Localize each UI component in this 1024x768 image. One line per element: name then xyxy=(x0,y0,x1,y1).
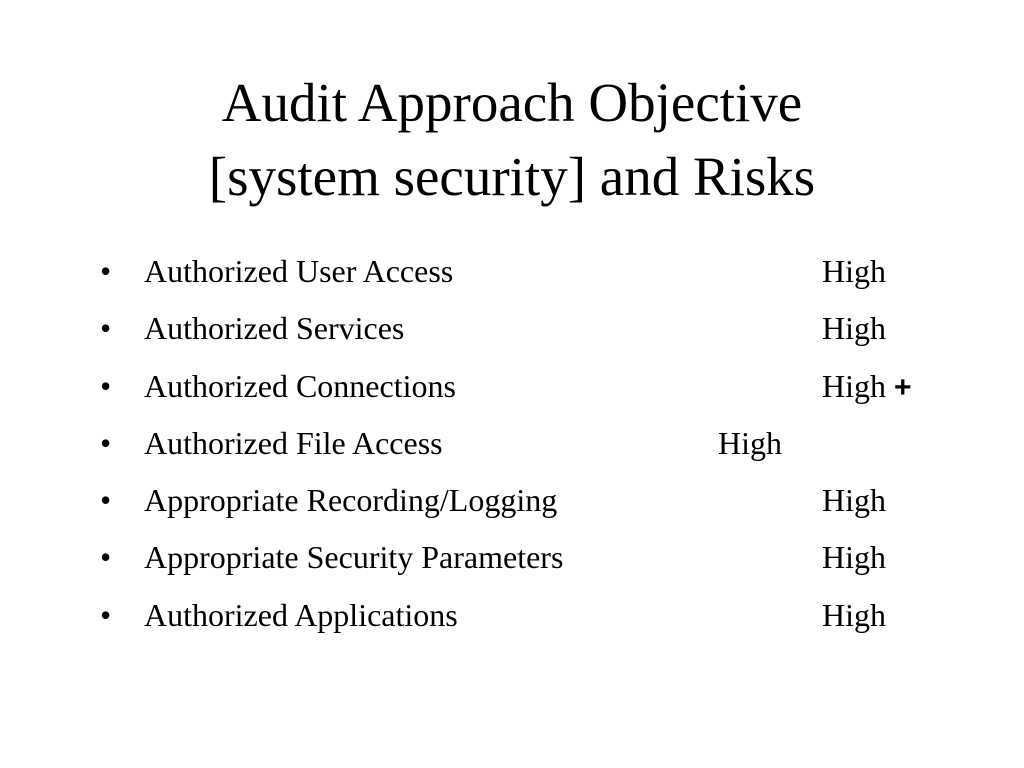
bullet-label: Authorized Connections xyxy=(144,367,456,404)
risk-rating: High xyxy=(822,253,886,289)
title-line-2: [system security] and Risks xyxy=(208,146,816,207)
risk-rating: High xyxy=(718,424,782,461)
bullet-icon: • xyxy=(100,482,112,519)
bullet-icon: • xyxy=(100,424,112,461)
risk-rating: High xyxy=(822,367,886,404)
bullet-label: Authorized User Access xyxy=(144,253,454,289)
bullet-label: Authorized Applications xyxy=(144,596,458,633)
bullet-list xyxy=(100,243,1000,644)
risk-rating: High xyxy=(822,539,886,576)
bullet-icon: • xyxy=(100,310,112,347)
risk-rating: High xyxy=(822,482,886,519)
bullet-icon: • xyxy=(100,367,112,404)
bullet-item-recording-logging xyxy=(100,472,1000,529)
bullet-item-user-access xyxy=(100,243,1000,300)
bullet-item-applications xyxy=(100,587,1000,644)
bullet-icon: • xyxy=(100,596,112,633)
slide-title xyxy=(0,66,1024,214)
bullet-item-connections xyxy=(100,358,1000,415)
risk-rating: High xyxy=(822,310,886,347)
plus-marker: + xyxy=(894,370,912,404)
bullet-icon: • xyxy=(100,253,112,289)
title-line-1: Audit Approach Objective xyxy=(221,72,803,133)
bullet-label: Authorized Services xyxy=(144,310,405,347)
bullet-label: Authorized File Access xyxy=(144,424,443,461)
bullet-label: Appropriate Recording/Logging xyxy=(144,482,558,519)
bullet-label: Appropriate Security Parameters xyxy=(144,539,564,576)
bullet-item-services xyxy=(100,300,1000,357)
risk-rating-group xyxy=(822,358,912,416)
risk-rating: High xyxy=(822,596,886,633)
bullet-icon: • xyxy=(100,539,112,576)
bullet-item-security-parameters xyxy=(100,529,1000,586)
bullet-item-file-access xyxy=(100,415,1000,472)
